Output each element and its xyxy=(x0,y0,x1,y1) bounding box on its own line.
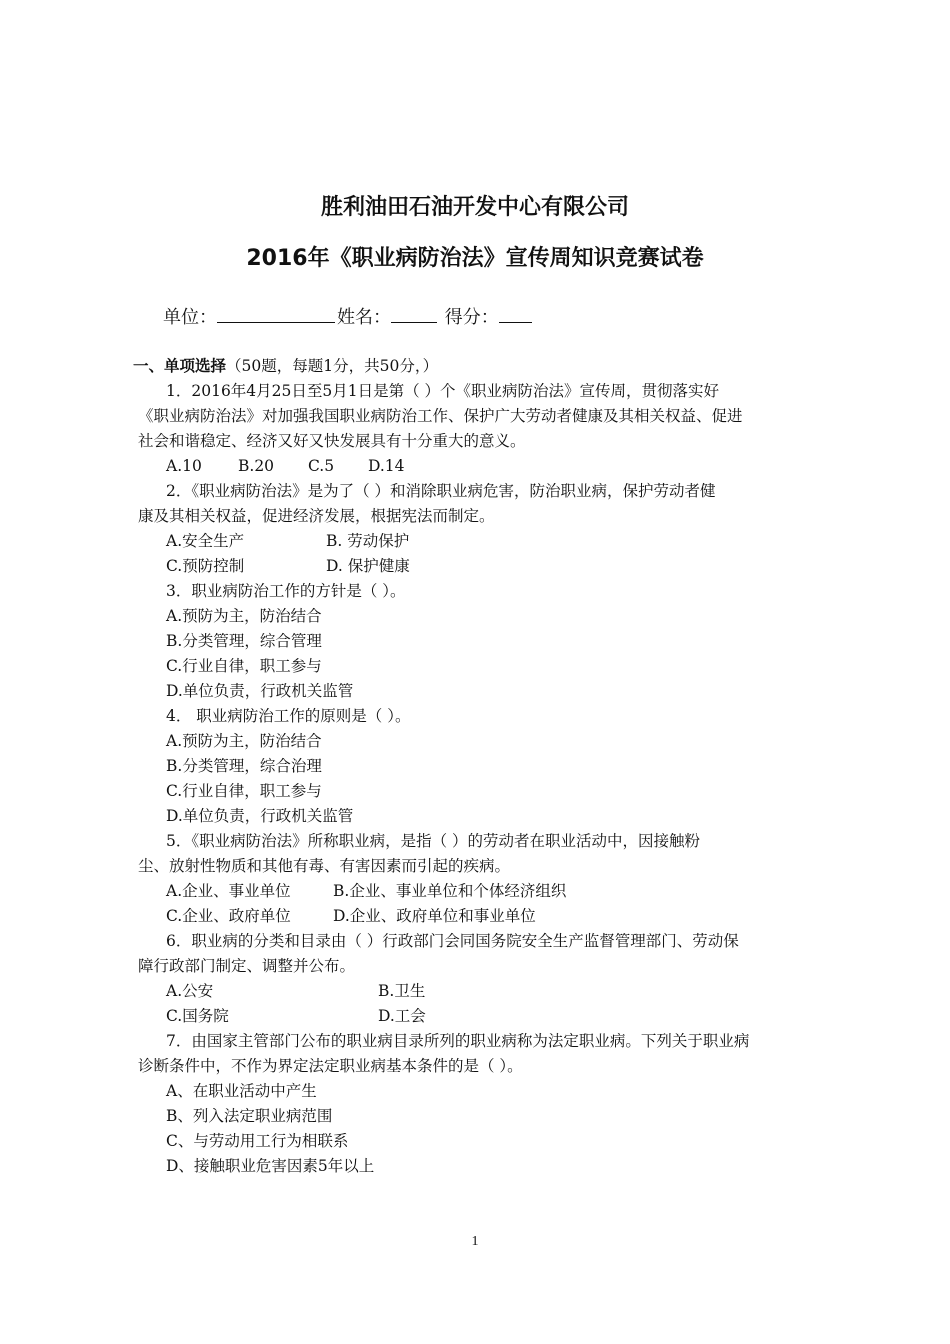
question-line: 《职业病防治法》对加强我国职业病防治工作、保护广大劳动者健康及其相关权益、促进 xyxy=(138,407,743,425)
option: B. 劳动保护 xyxy=(326,532,410,550)
question-line: 6．职业病的分类和目录由（ ）行政部门会同国务院安全生产监督管理部门、劳动保 xyxy=(166,932,739,950)
question-line: 社会和谐稳定、经济又好又快发展具有十分重大的意义。 xyxy=(138,432,526,450)
question-line: 5．《职业病防治法》所称职业病，是指（ ）的劳动者在职业活动中，因接触粉 xyxy=(166,832,701,850)
question-line: 4． 职业病防治工作的原则是（ ）。 xyxy=(166,707,411,725)
option: B.分类管理，综合治理 xyxy=(166,757,322,775)
section-note: （50题，每题1分，共50分，） xyxy=(226,357,439,375)
option: C.预防控制 xyxy=(166,557,245,575)
option: A.安全生产 xyxy=(166,532,245,550)
option: B.卫生 xyxy=(378,982,426,1000)
name-label: 姓名： xyxy=(337,307,391,328)
option: A.预防为主，防治结合 xyxy=(166,607,322,625)
option: A.企业、事业单位 xyxy=(166,882,291,900)
header-form xyxy=(163,303,534,329)
option: B、列入法定职业病范围 xyxy=(166,1107,333,1125)
question-line: 诊断条件中，不作为界定法定职业病基本条件的是（ ）。 xyxy=(138,1057,523,1075)
section-heading xyxy=(133,356,438,376)
option: D.工会 xyxy=(378,1007,426,1025)
option: C.企业、政府单位 xyxy=(166,907,291,925)
section-title: 一、单项选择 xyxy=(133,356,227,375)
option: D.14 xyxy=(368,457,405,475)
option: D、接触职业危害因素5年以上 xyxy=(166,1157,375,1175)
score-blank[interactable] xyxy=(499,304,532,323)
question-line: 2．《职业病防治法》是为了（ ）和消除职业病危害，防治职业病，保护劳动者健 xyxy=(166,482,716,500)
option: A、在职业活动中产生 xyxy=(166,1082,317,1100)
unit-label: 单位： xyxy=(163,307,217,328)
page-number: 1 xyxy=(471,1234,479,1249)
exam-title: 2016年《职业病防治法》宣传周知识竞赛试卷 xyxy=(246,246,704,271)
option: D.单位负责，行政机关监管 xyxy=(166,682,354,700)
option: D. 保护健康 xyxy=(326,557,410,575)
option: B.分类管理，综合管理 xyxy=(166,632,322,650)
company-title: 胜利油田石油开发中心有限公司 xyxy=(320,195,629,220)
score-label: 得分： xyxy=(444,307,499,328)
option: D.企业、政府单位和事业单位 xyxy=(333,907,536,925)
option: C、与劳动用工行为相联系 xyxy=(166,1132,349,1150)
question-line: 3．职业病防治工作的方针是（ ）。 xyxy=(166,582,406,600)
question-line: 7．由国家主管部门公布的职业病目录所列的职业病称为法定职业病。下列关于职业病 xyxy=(166,1032,750,1050)
option: C.5 xyxy=(308,457,335,475)
option: A.公安 xyxy=(166,982,214,1000)
option: C.国务院 xyxy=(166,1007,229,1025)
option: B.企业、事业单位和个体经济组织 xyxy=(333,882,567,900)
unit-blank[interactable] xyxy=(217,304,335,323)
question-line: 1．2016年4月25日至5月1日是第（ ）个《职业病防治法》宣传周，贯彻落实好 xyxy=(166,382,720,400)
option: D.单位负责，行政机关监管 xyxy=(166,807,354,825)
option: B.20 xyxy=(238,457,275,475)
option: C.行业自律，职工参与 xyxy=(166,657,322,675)
question-line: 尘、放射性物质和其他有毒、有害因素而引起的疾病。 xyxy=(138,857,511,875)
question-line: 障行政部门制定、调整并公布。 xyxy=(138,957,356,975)
question-line: 康及其相关权益，促进经济发展，根据宪法而制定。 xyxy=(138,507,495,525)
option: C.行业自律，职工参与 xyxy=(166,782,322,800)
option: A.预防为主，防治结合 xyxy=(166,732,322,750)
option: A.10 xyxy=(166,457,202,475)
name-blank[interactable] xyxy=(391,304,437,323)
